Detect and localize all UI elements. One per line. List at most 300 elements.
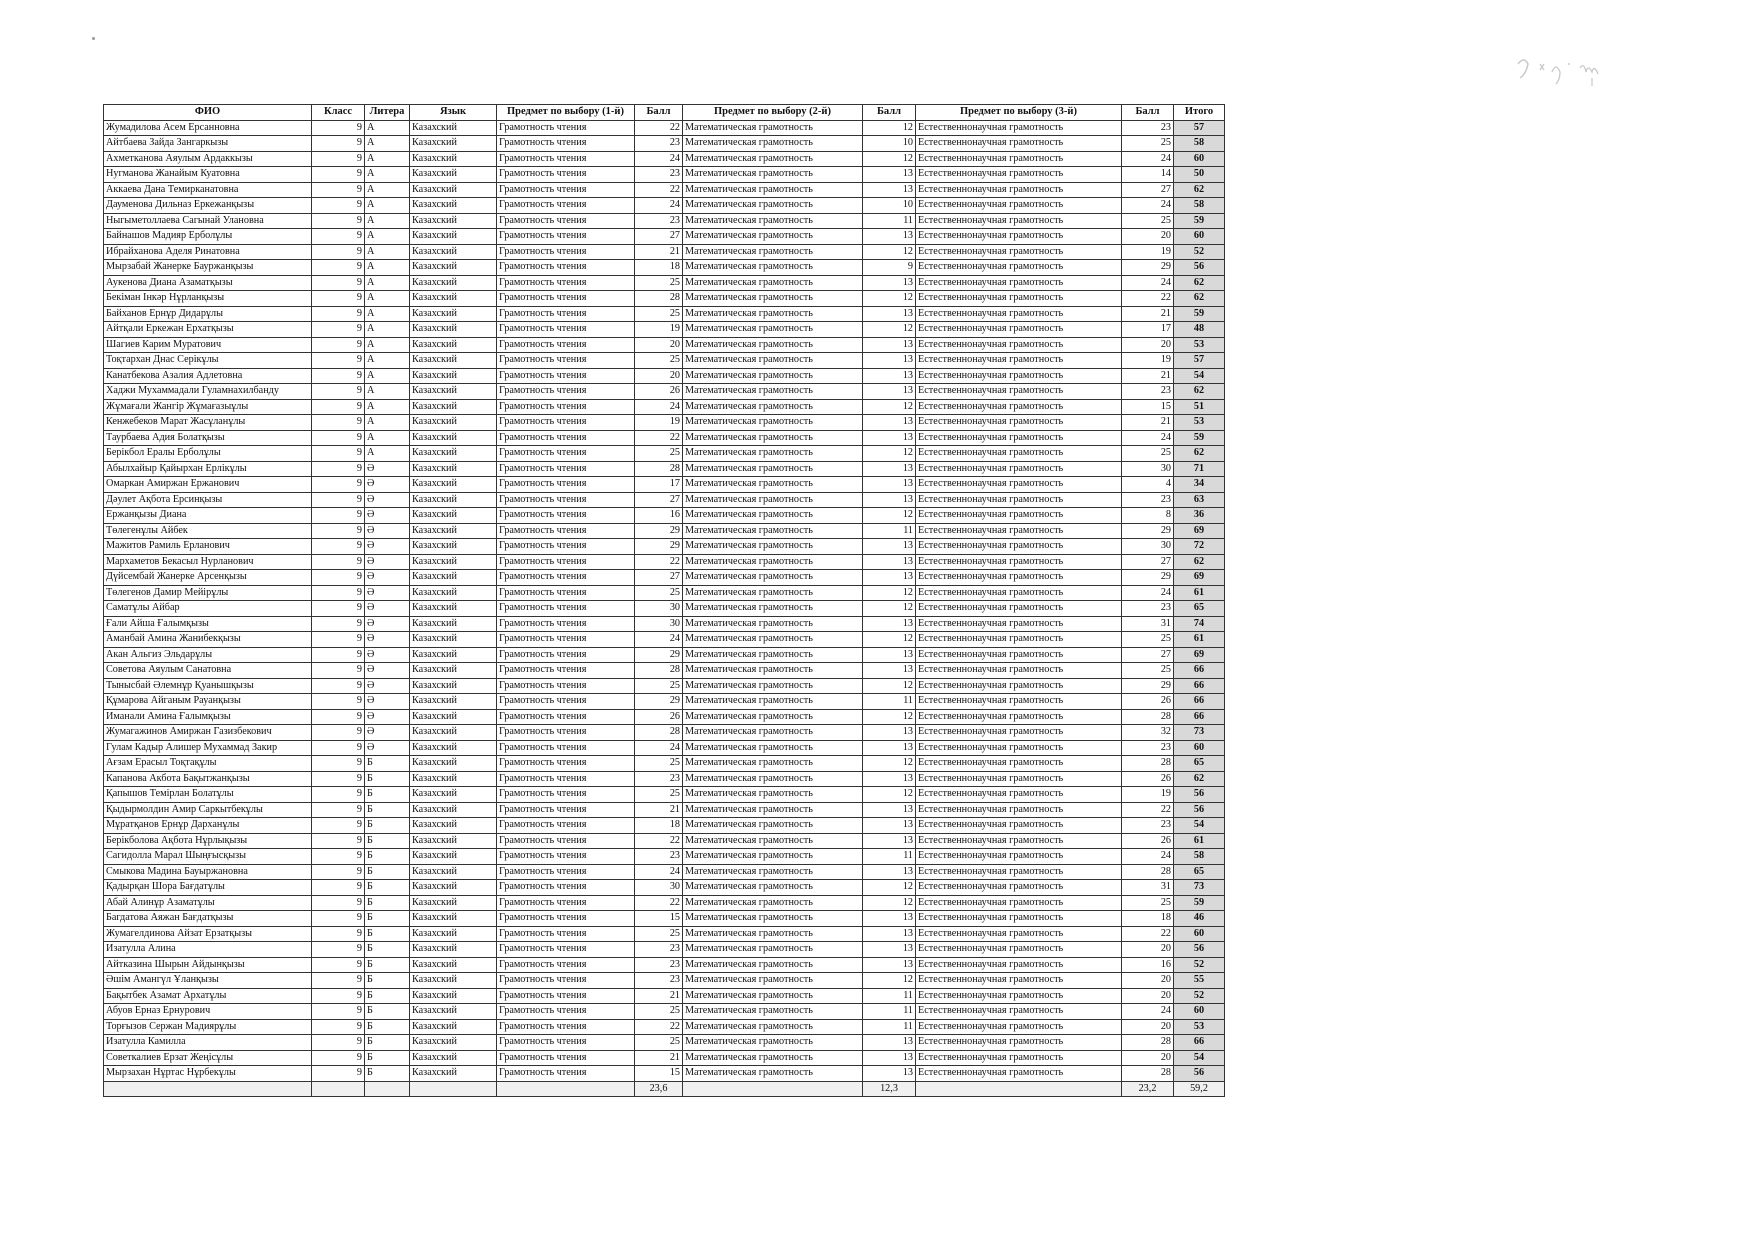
score-2: 11 — [863, 849, 916, 865]
table-row — [104, 833, 1225, 849]
subject-1: Грамотность чтения — [497, 213, 635, 229]
subject-1: Грамотность чтения — [497, 384, 635, 400]
subject-1: Грамотность чтения — [497, 260, 635, 276]
total-score: 57 — [1174, 353, 1225, 369]
score-3: 21 — [1122, 415, 1174, 431]
class-letter: Б — [365, 895, 410, 911]
score-3: 20 — [1122, 1050, 1174, 1066]
col-header-class: Класс — [312, 105, 365, 121]
subject-1: Грамотность чтения — [497, 477, 635, 493]
score-1: 28 — [635, 663, 683, 679]
table-row — [104, 1050, 1225, 1066]
score-3: 23 — [1122, 740, 1174, 756]
subject-1: Грамотность чтения — [497, 508, 635, 524]
subject-1: Грамотность чтения — [497, 663, 635, 679]
avg-empty-subject-3 — [916, 1081, 1122, 1097]
score-3: 28 — [1122, 1066, 1174, 1082]
student-name: Канатбекова Азалия Адлетовна — [104, 368, 312, 384]
score-3: 23 — [1122, 384, 1174, 400]
score-3: 24 — [1122, 1004, 1174, 1020]
total-score: 60 — [1174, 229, 1225, 245]
language: Казахский — [410, 291, 497, 307]
language: Казахский — [410, 818, 497, 834]
score-1: 23 — [635, 771, 683, 787]
student-name: Бақытбек Азамат Архатұлы — [104, 988, 312, 1004]
total-score: 62 — [1174, 554, 1225, 570]
total-score: 53 — [1174, 1019, 1225, 1035]
total-score: 57 — [1174, 120, 1225, 136]
subject-1: Грамотность чтения — [497, 182, 635, 198]
subject-2: Математическая грамотность — [683, 787, 863, 803]
class-number: 9 — [312, 787, 365, 803]
subject-3: Естественнонаучная грамотность — [916, 864, 1122, 880]
class-number: 9 — [312, 322, 365, 338]
table-row — [104, 198, 1225, 214]
score-2: 13 — [863, 864, 916, 880]
subject-2: Математическая грамотность — [683, 508, 863, 524]
class-letter: Ә — [365, 740, 410, 756]
avg-score-3: 23,2 — [1122, 1081, 1174, 1097]
subject-3: Естественнонаучная грамотность — [916, 1066, 1122, 1082]
score-2: 12 — [863, 787, 916, 803]
col-header-score-1: Балл — [635, 105, 683, 121]
subject-2: Математическая грамотность — [683, 818, 863, 834]
language: Казахский — [410, 399, 497, 415]
class-letter: Б — [365, 926, 410, 942]
table-row — [104, 942, 1225, 958]
total-score: 62 — [1174, 771, 1225, 787]
class-number: 9 — [312, 368, 365, 384]
class-letter: Б — [365, 771, 410, 787]
score-2: 12 — [863, 678, 916, 694]
score-3: 20 — [1122, 1019, 1174, 1035]
class-letter: А — [365, 322, 410, 338]
subject-1: Грамотность чтения — [497, 756, 635, 772]
subject-1: Грамотность чтения — [497, 1035, 635, 1051]
table-row — [104, 353, 1225, 369]
subject-3: Естественнонаучная грамотность — [916, 725, 1122, 741]
score-3: 19 — [1122, 353, 1174, 369]
averages-row — [104, 1081, 1225, 1097]
score-2: 13 — [863, 384, 916, 400]
class-number: 9 — [312, 678, 365, 694]
class-number: 9 — [312, 120, 365, 136]
score-1: 24 — [635, 399, 683, 415]
score-3: 25 — [1122, 632, 1174, 648]
student-name: Берікболова Ақбота Нұрлықызы — [104, 833, 312, 849]
subject-2: Математическая грамотность — [683, 585, 863, 601]
student-name: Төлегенұлы Айбек — [104, 523, 312, 539]
score-2: 12 — [863, 120, 916, 136]
subject-1: Грамотность чтения — [497, 198, 635, 214]
score-1: 28 — [635, 291, 683, 307]
subject-2: Математическая грамотность — [683, 570, 863, 586]
language: Казахский — [410, 787, 497, 803]
table-row — [104, 802, 1225, 818]
language: Казахский — [410, 988, 497, 1004]
subject-3: Естественнонаучная грамотность — [916, 647, 1122, 663]
class-number: 9 — [312, 430, 365, 446]
score-3: 21 — [1122, 306, 1174, 322]
subject-2: Математическая грамотность — [683, 306, 863, 322]
class-letter: А — [365, 120, 410, 136]
class-number: 9 — [312, 895, 365, 911]
subject-2: Математическая грамотность — [683, 322, 863, 338]
score-3: 25 — [1122, 213, 1174, 229]
score-2: 13 — [863, 771, 916, 787]
subject-2: Математическая грамотность — [683, 942, 863, 958]
class-letter: А — [365, 446, 410, 462]
subject-1: Грамотность чтения — [497, 802, 635, 818]
score-1: 21 — [635, 1050, 683, 1066]
subject-3: Естественнонаучная грамотность — [916, 632, 1122, 648]
score-3: 24 — [1122, 275, 1174, 291]
subject-3: Естественнонаучная грамотность — [916, 229, 1122, 245]
language: Казахский — [410, 260, 497, 276]
col-header-subject-2: Предмет по выбору (2-й) — [683, 105, 863, 121]
score-3: 22 — [1122, 802, 1174, 818]
class-letter: Б — [365, 787, 410, 803]
results-table — [103, 104, 1225, 1097]
language: Казахский — [410, 771, 497, 787]
total-score: 62 — [1174, 384, 1225, 400]
subject-2: Математическая грамотность — [683, 461, 863, 477]
student-name: Байнашов Мадияр Ерболұлы — [104, 229, 312, 245]
total-score: 60 — [1174, 926, 1225, 942]
score-3: 15 — [1122, 399, 1174, 415]
student-name: Изатулла Алина — [104, 942, 312, 958]
score-2: 13 — [863, 275, 916, 291]
score-3: 20 — [1122, 988, 1174, 1004]
score-3: 29 — [1122, 523, 1174, 539]
score-3: 19 — [1122, 787, 1174, 803]
subject-1: Грамотность чтения — [497, 880, 635, 896]
score-3: 14 — [1122, 167, 1174, 183]
student-name: Мырзабай Жанерке Бауржанқызы — [104, 260, 312, 276]
language: Казахский — [410, 322, 497, 338]
subject-3: Естественнонаучная грамотность — [916, 601, 1122, 617]
subject-2: Математическая грамотность — [683, 616, 863, 632]
class-letter: Ә — [365, 539, 410, 555]
subject-3: Естественнонаучная грамотность — [916, 291, 1122, 307]
subject-1: Грамотность чтения — [497, 229, 635, 245]
subject-3: Естественнонаучная грамотность — [916, 1004, 1122, 1020]
score-1: 19 — [635, 415, 683, 431]
score-2: 12 — [863, 632, 916, 648]
subject-3: Естественнонаучная грамотность — [916, 260, 1122, 276]
score-1: 30 — [635, 880, 683, 896]
subject-3: Естественнонаучная грамотность — [916, 136, 1122, 152]
student-name: Шагиев Карим Муратович — [104, 337, 312, 353]
subject-1: Грамотность чтения — [497, 833, 635, 849]
score-2: 11 — [863, 523, 916, 539]
student-name: Ғали Айша Ғалымқызы — [104, 616, 312, 632]
class-number: 9 — [312, 353, 365, 369]
col-header-score-2: Балл — [863, 105, 916, 121]
score-1: 21 — [635, 988, 683, 1004]
score-1: 25 — [635, 1035, 683, 1051]
class-number: 9 — [312, 802, 365, 818]
total-score: 58 — [1174, 849, 1225, 865]
score-3: 28 — [1122, 864, 1174, 880]
subject-1: Грамотность чтения — [497, 725, 635, 741]
subject-2: Математическая грамотность — [683, 895, 863, 911]
score-1: 25 — [635, 306, 683, 322]
score-1: 24 — [635, 632, 683, 648]
class-number: 9 — [312, 229, 365, 245]
subject-1: Грамотность чтения — [497, 415, 635, 431]
student-name: Аукенова Диана Азаматқызы — [104, 275, 312, 291]
score-2: 13 — [863, 167, 916, 183]
total-score: 66 — [1174, 1035, 1225, 1051]
score-2: 13 — [863, 926, 916, 942]
class-letter: Б — [365, 1019, 410, 1035]
score-2: 13 — [863, 539, 916, 555]
class-letter: А — [365, 368, 410, 384]
table-row — [104, 911, 1225, 927]
score-3: 31 — [1122, 616, 1174, 632]
student-name: Хаджи Мухаммадали Гуламнахилбанду — [104, 384, 312, 400]
table-row — [104, 554, 1225, 570]
score-1: 22 — [635, 1019, 683, 1035]
subject-2: Математическая грамотность — [683, 740, 863, 756]
student-name: Абуов Ерназ Ернурович — [104, 1004, 312, 1020]
total-score: 66 — [1174, 694, 1225, 710]
language: Казахский — [410, 337, 497, 353]
table-body — [104, 120, 1225, 1081]
subject-2: Математическая грамотность — [683, 275, 863, 291]
col-header-letter: Литера — [365, 105, 410, 121]
language: Казахский — [410, 1019, 497, 1035]
table-row — [104, 368, 1225, 384]
score-2: 12 — [863, 756, 916, 772]
score-3: 26 — [1122, 771, 1174, 787]
language: Казахский — [410, 182, 497, 198]
subject-3: Естественнонаучная грамотность — [916, 802, 1122, 818]
class-letter: Ә — [365, 709, 410, 725]
total-score: 60 — [1174, 740, 1225, 756]
score-3: 20 — [1122, 973, 1174, 989]
class-letter: Ә — [365, 523, 410, 539]
score-3: 28 — [1122, 709, 1174, 725]
language: Казахский — [410, 647, 497, 663]
subject-2: Математическая грамотность — [683, 1019, 863, 1035]
subject-2: Математическая грамотность — [683, 291, 863, 307]
score-3: 29 — [1122, 260, 1174, 276]
score-3: 20 — [1122, 337, 1174, 353]
score-1: 22 — [635, 120, 683, 136]
subject-1: Грамотность чтения — [497, 616, 635, 632]
total-score: 66 — [1174, 678, 1225, 694]
subject-2: Математическая грамотность — [683, 539, 863, 555]
student-name: Бекіман Інкәр Нұрланқызы — [104, 291, 312, 307]
score-2: 11 — [863, 1004, 916, 1020]
score-1: 30 — [635, 601, 683, 617]
score-2: 9 — [863, 260, 916, 276]
subject-2: Математическая грамотность — [683, 415, 863, 431]
subject-2: Математическая грамотность — [683, 771, 863, 787]
table-row — [104, 384, 1225, 400]
subject-2: Математическая грамотность — [683, 399, 863, 415]
subject-3: Естественнонаучная грамотность — [916, 446, 1122, 462]
score-1: 28 — [635, 725, 683, 741]
student-name: Құмарова Айганым Рауанқызы — [104, 694, 312, 710]
class-number: 9 — [312, 725, 365, 741]
class-number: 9 — [312, 1050, 365, 1066]
subject-2: Математическая грамотность — [683, 880, 863, 896]
class-number: 9 — [312, 880, 365, 896]
subject-2: Математическая грамотность — [683, 337, 863, 353]
class-letter: Ә — [365, 601, 410, 617]
class-number: 9 — [312, 663, 365, 679]
language: Казахский — [410, 384, 497, 400]
col-header-total: Итого — [1174, 105, 1225, 121]
subject-1: Грамотность чтения — [497, 1019, 635, 1035]
student-name: Ибрайханова Аделя Ринатовна — [104, 244, 312, 260]
table-row — [104, 880, 1225, 896]
total-score: 34 — [1174, 477, 1225, 493]
subject-1: Грамотность чтения — [497, 167, 635, 183]
student-name: Багдатова Аяжан Бағдатқызы — [104, 911, 312, 927]
table-row — [104, 771, 1225, 787]
subject-2: Математическая грамотность — [683, 725, 863, 741]
score-3: 27 — [1122, 554, 1174, 570]
language: Казахский — [410, 539, 497, 555]
score-3: 30 — [1122, 539, 1174, 555]
class-letter: Б — [365, 988, 410, 1004]
language: Казахский — [410, 415, 497, 431]
subject-3: Естественнонаучная грамотность — [916, 508, 1122, 524]
subject-1: Грамотность чтения — [497, 864, 635, 880]
class-number: 9 — [312, 570, 365, 586]
class-number: 9 — [312, 1035, 365, 1051]
total-score: 59 — [1174, 306, 1225, 322]
class-number: 9 — [312, 399, 365, 415]
table-row — [104, 306, 1225, 322]
subject-3: Естественнонаучная грамотность — [916, 678, 1122, 694]
score-2: 13 — [863, 942, 916, 958]
subject-2: Математическая грамотность — [683, 523, 863, 539]
subject-1: Грамотность чтения — [497, 911, 635, 927]
table-row — [104, 988, 1225, 1004]
score-1: 23 — [635, 849, 683, 865]
language: Казахский — [410, 864, 497, 880]
subject-2: Математическая грамотность — [683, 353, 863, 369]
subject-3: Естественнонаучная грамотность — [916, 275, 1122, 291]
avg-empty-subject-2 — [683, 1081, 863, 1097]
avg-score-2: 12,3 — [863, 1081, 916, 1097]
score-3: 24 — [1122, 430, 1174, 446]
student-name: Айтказина Шырын Айдынқызы — [104, 957, 312, 973]
student-name: Абай Алинұр Азаматұлы — [104, 895, 312, 911]
class-letter: Ә — [365, 585, 410, 601]
subject-1: Грамотность чтения — [497, 430, 635, 446]
subject-1: Грамотность чтения — [497, 585, 635, 601]
student-name: Жумадилова Асем Ерсанновна — [104, 120, 312, 136]
subject-3: Естественнонаучная грамотность — [916, 973, 1122, 989]
score-3: 26 — [1122, 694, 1174, 710]
class-letter: Ә — [365, 663, 410, 679]
subject-3: Естественнонаучная грамотность — [916, 771, 1122, 787]
score-1: 23 — [635, 942, 683, 958]
subject-3: Естественнонаучная грамотность — [916, 430, 1122, 446]
table-row — [104, 663, 1225, 679]
subject-2: Математическая грамотность — [683, 182, 863, 198]
class-number: 9 — [312, 942, 365, 958]
score-1: 27 — [635, 570, 683, 586]
subject-1: Грамотность чтения — [497, 647, 635, 663]
subject-3: Естественнонаучная грамотность — [916, 353, 1122, 369]
table-row — [104, 415, 1225, 431]
subject-1: Грамотность чтения — [497, 554, 635, 570]
score-2: 12 — [863, 895, 916, 911]
total-score: 52 — [1174, 244, 1225, 260]
table-row — [104, 632, 1225, 648]
student-name: Сагидолла Марал Шыңғысқызы — [104, 849, 312, 865]
total-score: 51 — [1174, 399, 1225, 415]
subject-1: Грамотность чтения — [497, 523, 635, 539]
total-score: 56 — [1174, 1066, 1225, 1082]
total-score: 48 — [1174, 322, 1225, 338]
score-1: 29 — [635, 523, 683, 539]
table-row — [104, 647, 1225, 663]
class-number: 9 — [312, 988, 365, 1004]
subject-3: Естественнонаучная грамотность — [916, 616, 1122, 632]
total-score: 61 — [1174, 585, 1225, 601]
total-score: 46 — [1174, 911, 1225, 927]
subject-2: Математическая грамотность — [683, 911, 863, 927]
score-3: 19 — [1122, 244, 1174, 260]
subject-2: Математическая грамотность — [683, 430, 863, 446]
subject-1: Грамотность чтения — [497, 306, 635, 322]
score-2: 13 — [863, 570, 916, 586]
table-row — [104, 446, 1225, 462]
student-name: Төлегенов Дамир Мейірұлы — [104, 585, 312, 601]
class-letter: А — [365, 182, 410, 198]
subject-1: Грамотность чтения — [497, 818, 635, 834]
score-3: 23 — [1122, 601, 1174, 617]
language: Казахский — [410, 120, 497, 136]
student-name: Советкалиев Ерзат Жеңісұлы — [104, 1050, 312, 1066]
score-2: 13 — [863, 306, 916, 322]
class-number: 9 — [312, 213, 365, 229]
table-row — [104, 926, 1225, 942]
subject-3: Естественнонаучная грамотность — [916, 182, 1122, 198]
subject-1: Грамотность чтения — [497, 973, 635, 989]
class-letter: А — [365, 136, 410, 152]
score-3: 22 — [1122, 926, 1174, 942]
student-name: Мажитов Рамиль Ерланович — [104, 539, 312, 555]
class-letter: Б — [365, 973, 410, 989]
subject-3: Естественнонаучная грамотность — [916, 306, 1122, 322]
score-2: 13 — [863, 725, 916, 741]
table-row — [104, 213, 1225, 229]
score-2: 12 — [863, 585, 916, 601]
score-1: 25 — [635, 756, 683, 772]
student-name: Нугманова Жанайым Куатовна — [104, 167, 312, 183]
subject-2: Математическая грамотность — [683, 213, 863, 229]
subject-2: Математическая грамотность — [683, 260, 863, 276]
score-1: 24 — [635, 740, 683, 756]
score-3: 17 — [1122, 322, 1174, 338]
score-3: 29 — [1122, 678, 1174, 694]
language: Казахский — [410, 895, 497, 911]
col-header-fio: ФИО — [104, 105, 312, 121]
score-2: 11 — [863, 1019, 916, 1035]
subject-3: Естественнонаучная грамотность — [916, 880, 1122, 896]
student-name: Ағзам Ерасыл Тоқтақұлы — [104, 756, 312, 772]
score-1: 25 — [635, 926, 683, 942]
